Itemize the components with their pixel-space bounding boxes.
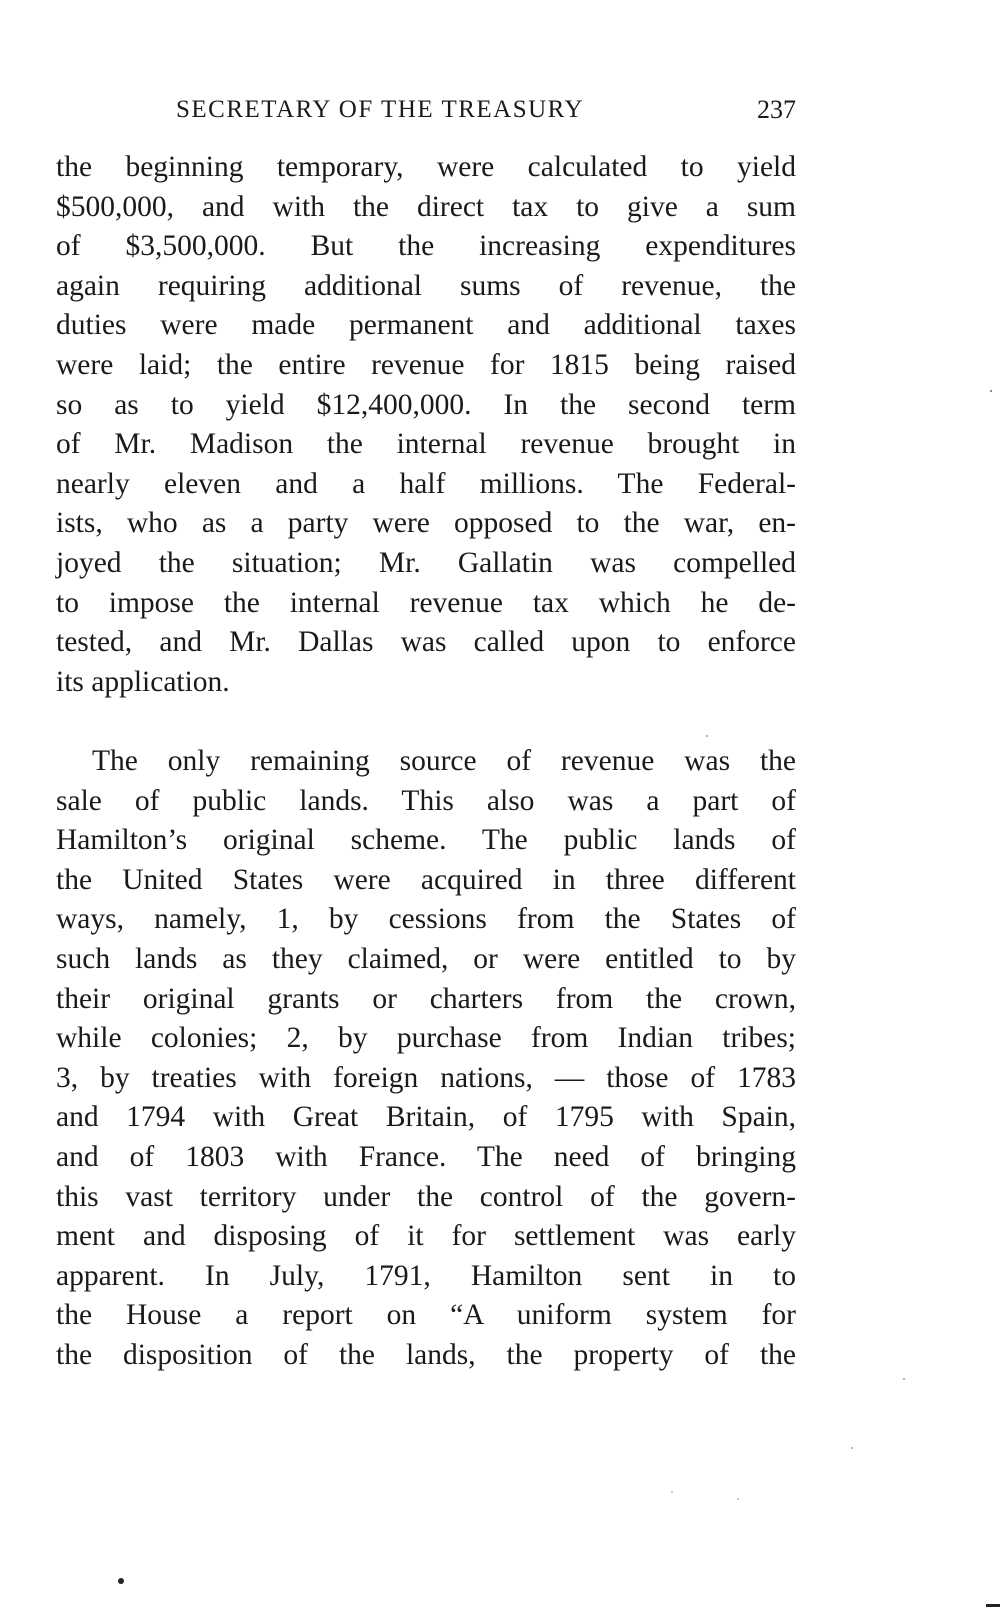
running-head: [56, 93, 796, 127]
scan-speck: [903, 1378, 905, 1380]
text-line: again requiring additional sums of revenue, the: [56, 269, 796, 302]
paragraph-2: [56, 742, 796, 1376]
running-title: SECRETARY OF THE TREASURY: [176, 96, 585, 123]
text-line: their original grants or charters from the crown,: [56, 982, 796, 1015]
text-line: the United States were acquired in three different: [56, 863, 796, 896]
text-line: and 1794 with Great Britain, of 1795 with Spain,: [56, 1101, 796, 1134]
text-line: were laid; the entire revenue for 1815 being raised: [56, 348, 796, 381]
scan-speck: [118, 1578, 124, 1584]
scan-speck: [671, 1491, 673, 1493]
scan-speck: [737, 1498, 739, 1500]
text-line: joyed the situation; Mr. Gallatin was compelled: [56, 546, 796, 579]
text-line: its application.: [56, 665, 230, 698]
page-edge-mark: [986, 1604, 1000, 1607]
text-line: tested, and Mr. Dallas was called upon to enforce: [56, 626, 796, 659]
text-line: 3, by treaties with foreign nations, — those of 1783: [56, 1061, 796, 1094]
text-line: nearly eleven and a half millions. The Federal-: [56, 467, 796, 500]
text-line: to impose the internal revenue tax which he de-: [56, 586, 796, 619]
scan-speck: [851, 1447, 853, 1449]
scan-speck: [990, 390, 992, 392]
text-line: this vast territory under the control of the govern-: [56, 1180, 796, 1213]
text-line: sale of public lands. This also was a part of: [56, 784, 796, 817]
text-line: duties were made permanent and additional taxes: [56, 309, 796, 342]
text-line: the House a report on “A uniform system for: [56, 1299, 796, 1332]
text-line: Hamilton’s original scheme. The public lands of: [56, 824, 796, 857]
text-line: and of 1803 with France. The need of bringing: [56, 1140, 796, 1173]
page-number: 237: [757, 95, 796, 124]
text-line: while colonies; 2, by purchase from Indian tribes;: [56, 1022, 796, 1055]
text-line: the disposition of the lands, the property of the: [56, 1338, 796, 1371]
text-line: such lands as they claimed, or were entitled to by: [56, 942, 796, 975]
text-line: The only remaining source of revenue was the: [92, 745, 796, 777]
text-line: $500,000, and with the direct tax to give a sum: [56, 190, 796, 223]
text-line: ways, namely, 1, by cessions from the States of: [56, 903, 796, 936]
text-line: ists, who as a party were opposed to the war, en-: [56, 507, 796, 540]
text-line: so as to yield $12,400,000. In the second term: [56, 388, 796, 421]
text-line: the beginning temporary, were calculated to yield: [56, 151, 796, 183]
scan-speck: [706, 735, 708, 737]
paragraph-1: [56, 148, 796, 702]
text-line: ment and disposing of it for settlement was early: [56, 1220, 796, 1253]
text-line: apparent. In July, 1791, Hamilton sent in to: [56, 1259, 796, 1292]
text-line: of Mr. Madison the internal revenue brought in: [56, 428, 796, 461]
text-line: of $3,500,000. But the increasing expenditures: [56, 230, 796, 263]
